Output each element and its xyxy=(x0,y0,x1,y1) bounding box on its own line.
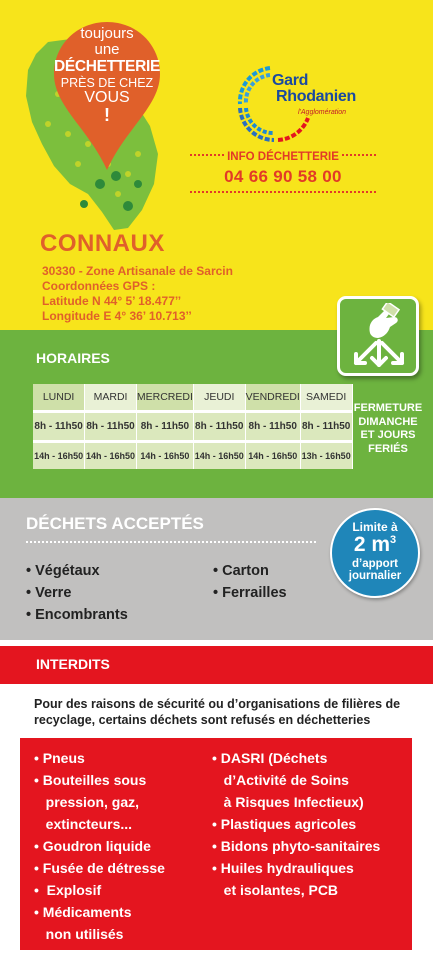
schedule-morning-row xyxy=(33,411,352,441)
forbidden-item: • DASRI (Déchets xyxy=(212,750,328,766)
forbidden-item: • Fusée de détresse xyxy=(34,860,165,876)
slogan-line: PRÈS DE CHEZ xyxy=(60,75,154,90)
pin-slogan xyxy=(52,26,162,124)
address-block xyxy=(42,264,233,324)
schedule-cell: 14h - 16h50 xyxy=(33,441,85,469)
accepted-item: • Ferrailles xyxy=(213,585,287,601)
forbidden-item: à Risques Infectieux) xyxy=(212,794,364,810)
logo-tagline: l'Agglomération xyxy=(298,109,347,116)
accepted-item: • Végétaux xyxy=(26,563,100,579)
closing-line: FERIÉS xyxy=(368,442,408,455)
closing-line: ET JOURS xyxy=(360,429,416,441)
slogan-line: DÉCHETTERIE xyxy=(53,58,161,75)
slogan-line: VOUS xyxy=(84,89,130,106)
dotted-divider xyxy=(190,191,376,193)
limit-line: Limite à xyxy=(352,520,398,534)
schedule-table xyxy=(33,384,353,469)
intro-line: recyclage, certains déchets sont refusés en déchetteries xyxy=(34,713,371,727)
forbidden-item: et isolantes, PCB xyxy=(212,882,339,898)
schedule-cell: 8h - 11h50 xyxy=(300,411,352,441)
limit-unit-exponent: 3 xyxy=(390,534,397,546)
forbidden-item: • Bouteilles sous xyxy=(34,772,147,788)
schedule-cell: 14h - 16h50 xyxy=(136,441,193,469)
schedule-cell: 8h - 11h50 xyxy=(136,411,193,441)
closing-line: FERMETURE xyxy=(353,402,423,414)
schedule-cell: 14h - 16h50 xyxy=(245,441,300,469)
address-line: Latitude N 44° 5’ 18.477’’ xyxy=(42,294,182,308)
schedule-header-row xyxy=(33,384,352,411)
forbidden-title: INTERDITS xyxy=(36,656,110,672)
slogan-line: toujours xyxy=(80,25,134,42)
city-title: CONNAUX xyxy=(40,230,165,257)
intro-line: Pour des raisons de sécurité ou d’organisations de filières de xyxy=(34,697,401,711)
forbidden-item: pression, gaz, xyxy=(34,794,140,810)
info-label xyxy=(188,151,378,163)
day-header: MARDI xyxy=(85,384,137,411)
accepted-item: • Encombrants xyxy=(26,607,128,623)
limit-line: d’apport xyxy=(352,558,398,570)
limit-caption xyxy=(332,558,418,582)
forbidden-item: • Goudron liquide xyxy=(34,838,151,854)
forbidden-item: non utilisés xyxy=(34,926,124,942)
info-phone: 04 66 90 58 00 xyxy=(224,167,342,186)
schedule-cell: 14h - 16h50 xyxy=(85,441,137,469)
info-label-text: INFO DÉCHETTERIE xyxy=(224,151,342,163)
logo-name: Gard xyxy=(272,72,309,89)
slogan-line: une xyxy=(94,41,120,58)
schedule-afternoon-row xyxy=(33,441,352,469)
address-line: Coordonnées GPS : xyxy=(42,279,156,293)
forbidden-item: extincteurs... xyxy=(34,816,133,832)
forbidden-item: • Plastiques agricoles xyxy=(212,816,357,832)
limit-line: journalier xyxy=(348,570,402,582)
day-header: VENDREDI xyxy=(245,384,300,411)
forbidden-item: • Huiles hydrauliques xyxy=(212,860,354,876)
forbidden-item: • Explosif xyxy=(34,882,102,898)
accepted-item: • Verre xyxy=(26,585,72,601)
horaires-title: HORAIRES xyxy=(36,350,110,366)
day-header: MERCREDI xyxy=(136,384,193,411)
limit-amount xyxy=(332,533,418,557)
daily-limit-badge xyxy=(330,508,420,598)
forbidden-item: • Pneus xyxy=(34,750,85,766)
address-line: 30330 - Zone Artisanale de Sarcin xyxy=(42,264,233,278)
forbidden-item: d’Activité de Soins xyxy=(212,772,349,788)
schedule-cell: 8h - 11h50 xyxy=(85,411,137,441)
forbidden-intro xyxy=(34,696,414,728)
forbidden-item: • Médicaments xyxy=(34,904,132,920)
closing-line: DIMANCHE xyxy=(358,415,418,428)
recycling-hand-arrows-icon xyxy=(337,296,419,376)
schedule-cell: 8h - 11h50 xyxy=(193,411,245,441)
dotted-divider xyxy=(26,541,316,543)
address-line: Longitude E 4° 36’ 10.713’’ xyxy=(42,309,192,323)
day-header: JEUDI xyxy=(193,384,245,411)
closing-note xyxy=(350,402,426,456)
day-header: LUNDI xyxy=(33,384,85,411)
schedule-cell: 14h - 16h50 xyxy=(193,441,245,469)
accepted-item: • Carton xyxy=(213,563,269,579)
day-header: SAMEDI xyxy=(300,384,352,411)
limit-amount-value: 2 m xyxy=(353,533,391,556)
accepted-title: DÉCHETS ACCEPTÉS xyxy=(26,514,204,533)
slogan-line: ! xyxy=(104,105,110,125)
schedule-cell: 8h - 11h50 xyxy=(245,411,300,441)
forbidden-item: • Bidons phyto-sanitaires xyxy=(212,838,381,854)
schedule-cell: 8h - 11h50 xyxy=(33,411,85,441)
schedule-cell: 13h - 16h50 xyxy=(300,441,352,469)
logo-name: Rhodanien xyxy=(276,88,356,105)
